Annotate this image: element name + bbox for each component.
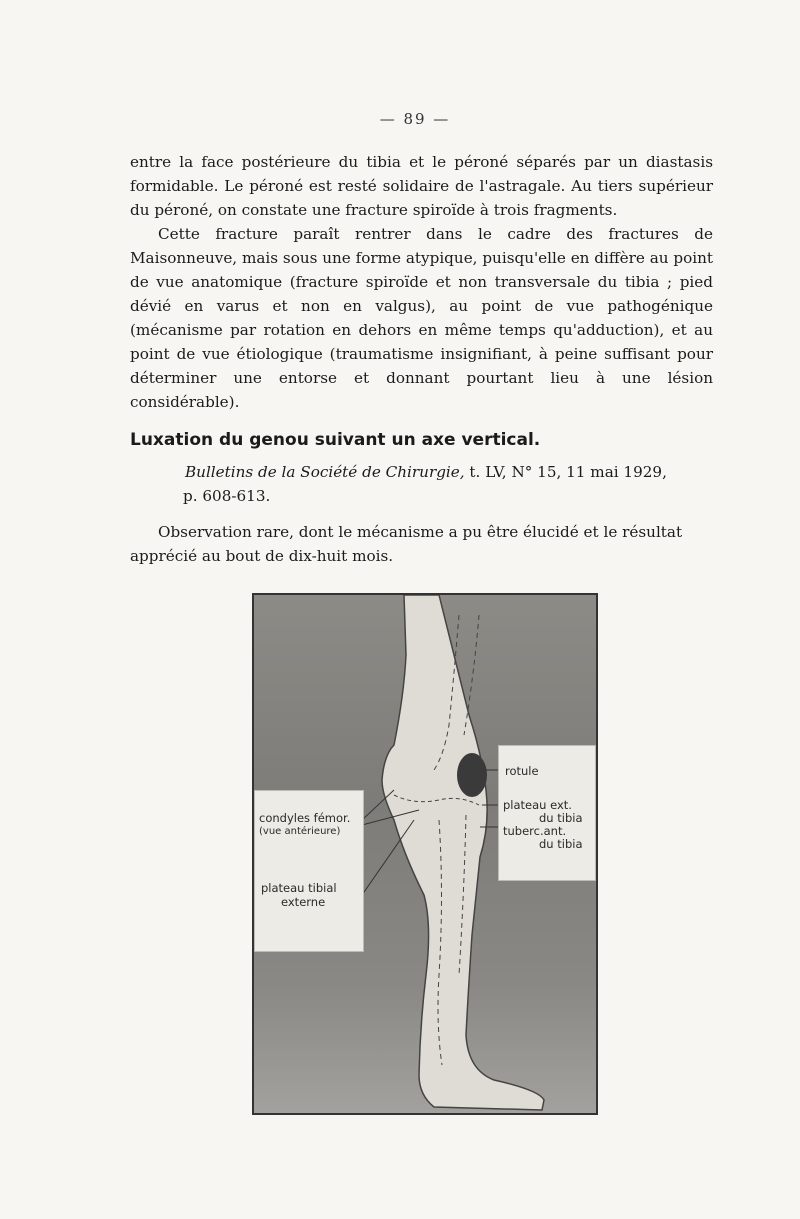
journal-title: Bulletins de la Société de Chirurgie, <box>185 463 465 481</box>
patella <box>457 753 487 797</box>
paragraph-1: entre la face postérieure du tibia et le péroné séparés par un diastasis formidable. Le péroné est resté solidaire de l'astragale. Au tiers supérieur du péroné, on constate une fracture spiroïde à trois fragments. <box>130 153 713 219</box>
label-plateau-ext: plateau ext. <box>503 798 572 812</box>
observation-paragraph: Observation rare, dont le mécanisme a pu être élucidé et le résultat apprécié au bout de dix-huit mois. <box>130 523 683 565</box>
label-rotule: rotule <box>505 764 539 778</box>
label-du-tibia-2: du tibia <box>539 837 583 851</box>
reference-pages: p. 608-613. <box>183 487 271 505</box>
label-card-left <box>254 790 364 952</box>
section-heading: Luxation du genou suivant un axe vertical. <box>130 430 541 450</box>
label-vue-anterieure: (vue antérieure) <box>259 826 341 837</box>
label-tuberc-ant: tuberc.ant. <box>503 824 567 838</box>
label-du-tibia-1: du tibia <box>539 811 583 825</box>
paragraph-2: Cette fracture paraît rentrer dans le cadre des fractures de Maisonneuve, mais sous une forme atypique, puisqu'elle en diffère au point de vue anatomique (fracture spiroïde et non transversale du tibia ; pied dévié en varus et non en valgus), au point de vue pathogénique (mécanisme par rotation en dehors en même temps qu'adduction), et au point de vue étiologique (traumatisme insignifiant, à peine suffisant pour déterminer une entorse et donnant pourtant lieu à une lésion considérable). <box>130 225 713 411</box>
bibliographic-reference <box>185 460 713 508</box>
label-externe: externe <box>281 895 326 909</box>
label-card-right <box>498 745 596 881</box>
label-condyles: condyles fémor. <box>259 811 351 825</box>
knee-figure <box>252 593 598 1115</box>
page-number: — 89 — <box>379 110 451 128</box>
paragraph-continuation <box>130 150 713 414</box>
label-plateau-tibial: plateau tibial <box>261 881 337 895</box>
reference-details: t. LV, N° 15, 11 mai 1929, <box>464 463 667 481</box>
